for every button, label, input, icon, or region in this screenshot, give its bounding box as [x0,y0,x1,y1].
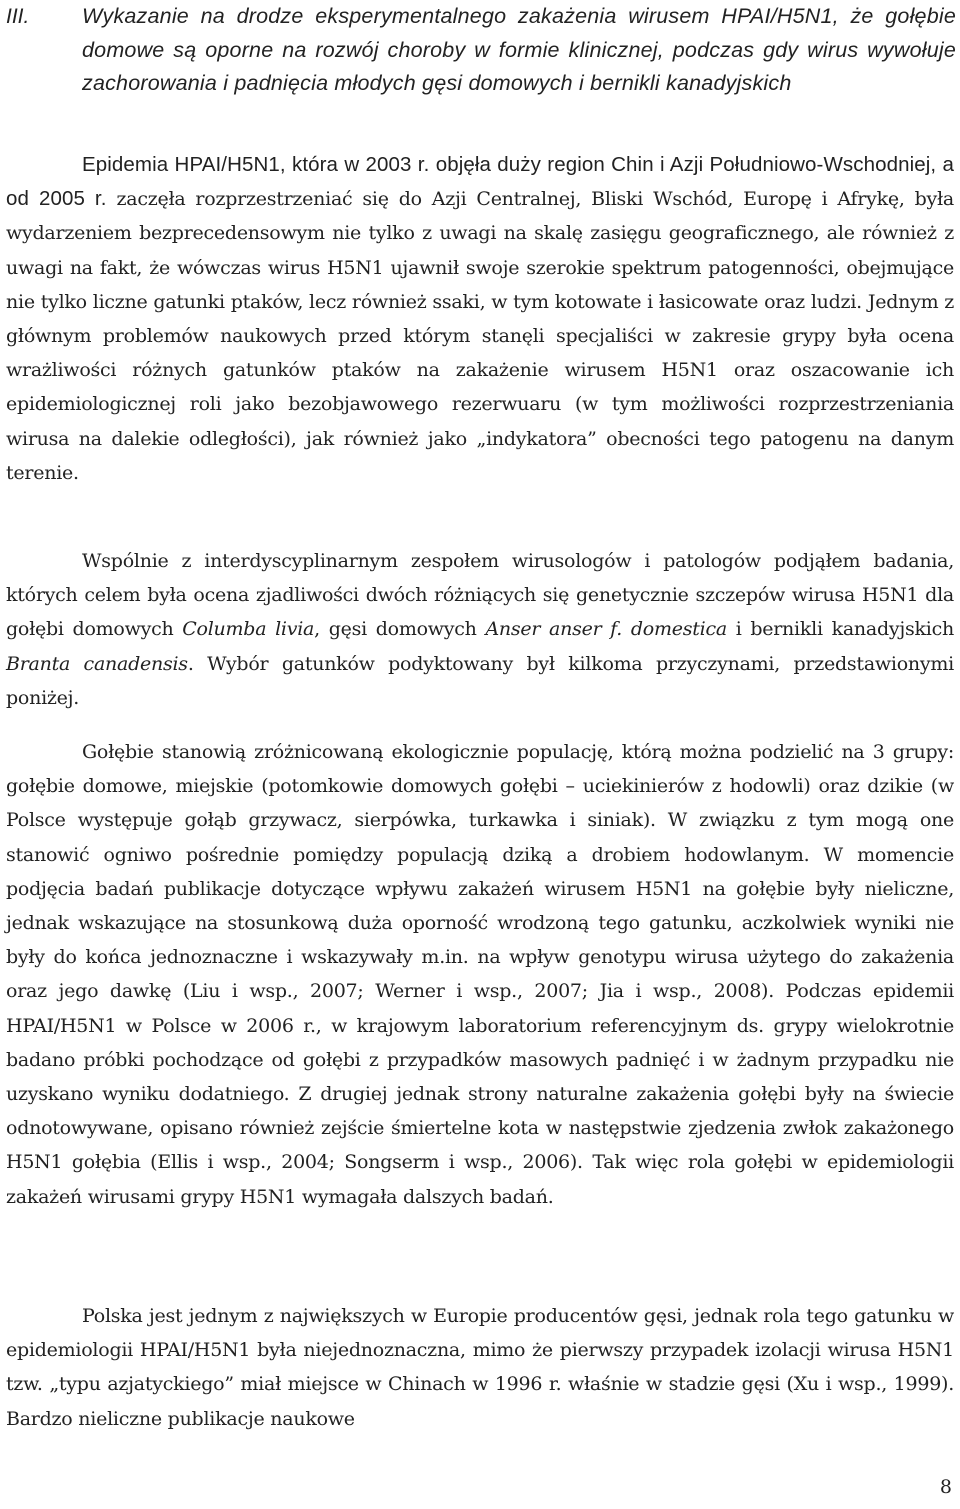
paragraph-research-aim-text: , gęsi domowych [314,618,486,641]
paragraph-research-aim [6,544,954,715]
species-name-pigeon: Columba livia [182,618,315,641]
paragraph-pigeons: Gołębie stanowią zróżnicowaną ekologicznie populację, którą można podzielić na 3 grupy: gołębie domowe, miejskie (potomkowie domowych gołębi – uciekinierów z hodowli) oraz dzikie (w Polsce występuje gołąb grzywacz, sierpówka, turkawka i siniak). W związku z tym mogą one stanowić ogniwo pośrednie pomiędzy populacją dziką a drobiem hodowlanym. W momencie podjęcia badań publikacje dotyczące wpływu zakażeń wirusem H5N1 na gołębie były nieliczne, jednak wskazujące na stosunkową duża oporność wrodzoną tego gatunku, aczkolwiek wyniki nie były do końca jednoznaczne i wskazywały m.in. na wpływ genotypu wirusa użytego do zakażenia oraz jego dawkę (Liu i wsp., 2007; Werner i wsp., 2007; Jia i wsp., 2008). Podczas epidemii HPAI/H5N1 w Polsce w 2006 r., w krajowym laboratorium referencyjnym ds. grypy wielokrotnie badano próbki pochodzące od gołębi z przypadków masowych padnięć i w żadnym przypadku nie uzyskano wyniku dodatniego. Z drugiej jednak strony naturalne zakażenia gołębi były na świecie odnotowywane, opisano również zejście śmiertelne kota w następstwie zjedzenia zwłok zakażonego H5N1 gołębia (Ellis i wsp., 2004; Songserm i wsp., 2006). Tak więc rola gołębi w epidemiologii zakażeń wirusami grypy H5N1 wymagała dalszych badań. [6,741,954,1208]
section-number: III. [6,5,30,28]
paragraph-epidemic-lead: Epidemia HPAI/H5N1, która w 2003 r. objęła duży region Chin i Azji Południowo-Wschodniej, a od 2005 r. [6,153,954,211]
paragraph-research-aim-text: . Wybór gatunków podyktowany był kilkoma przyczynami, przedstawionymi poniżej. [6,652,954,709]
species-name-goose: Anser anser f. domestica [485,618,727,641]
paragraph-epidemic [6,148,954,490]
paragraph-research-aim-text: i bernikli kanadyjskich [726,618,954,641]
page-number: 8 [939,1476,952,1498]
paragraph-geese: Polska jest jednym z największych w Europie producentów gęsi, jednak rola tego gatunku w epidemiologii HPAI/H5N1 była niejednoznaczna, mimo że pierwszy przypadek izolacji wirusa H5N1 tzw. „typu azjatyckiego” miał miejsce w Chinach w 1996 r. właśnie w stadzie gęsi (Xu i wsp., 1999). Bardzo nieliczne publikacje naukowe [6,1305,954,1430]
section-heading [6,0,956,101]
paragraph-epidemic-body: zaczęła rozprzestrzeniać się do Azji Centralnej, Bliski Wschód, Europę i Afrykę, była wydarzeniem bezprecedensowym nie tylko z uwagi na skalę zasięgu geograficznego, ale również z uwagi na fakt, że wówczas wirus H5N1 ujawnił swoje szerokie spektrum patogenności, obejmujące nie tylko liczne gatunki ptaków, lecz również ssaki, w tym kotowate i łasicowate oraz ludzi. Jednym z głównym problemów naukowych przed którym stanęli specjaliści w zakresie grypy była ocena wrażliwości różnych gatunków ptaków na zakażenie wirusem H5N1 oraz oszacowanie ich epidemiologicznej roli jako bezobjawowego rezerwuaru (w tym możliwości rozprzestrzeniania wirusa na dalekie odległości), jak również jako „indykatora” obecności tego patogenu na danym terenie. [6,188,954,484]
paragraph-research-aim-text: Wspólnie z interdyscyplinarnym zespołem wirusologów i patologów podjąłem badania, których celem była ocena zjadliwości dwóch różniących się genetycznie szczepów wirusa H5N1 dla gołębi domowych [6,550,954,641]
section-title: Wykazanie na drodze eksperymentalnego zakażenia wirusem HPAI/H5N1, że gołębie domowe są oporne na rozwój choroby w formie klinicznej, podczas gdy wirus wywołuje zachorowania i padnięcia młodych gęsi domowych i bernikli kanadyjskich [82,4,956,95]
species-name-canada-goose: Branta canadensis [6,652,188,675]
